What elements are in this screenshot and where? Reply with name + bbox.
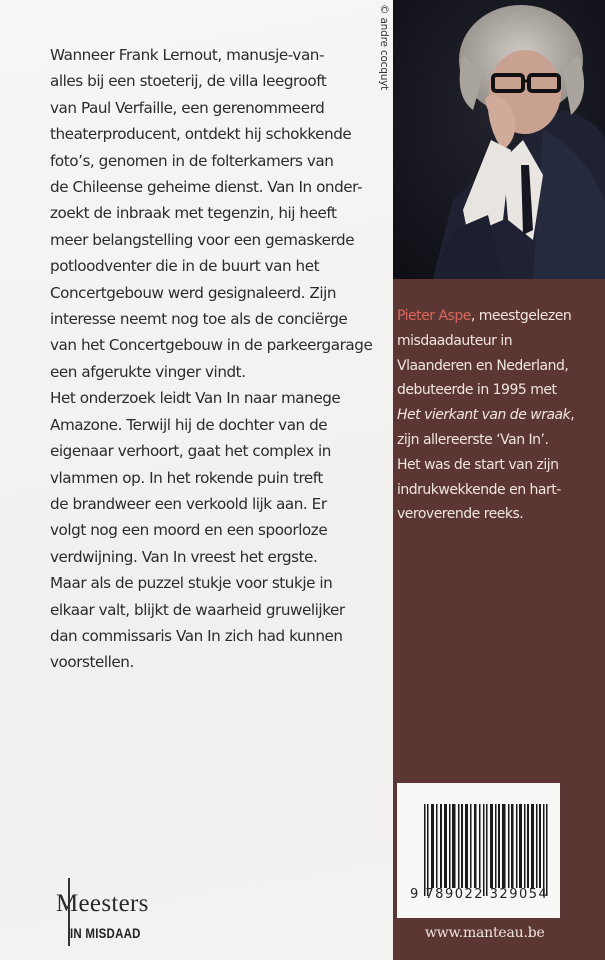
bio-line: misdaadauteur in: [397, 332, 513, 349]
bio-line: veroverende reeks.: [397, 506, 524, 523]
blurb-line: Wanneer Frank Lernout, manusje-van-: [50, 46, 325, 64]
blurb-line: volgt nog een moord en een spoorloze: [50, 521, 328, 540]
blurb-text: [50, 42, 373, 676]
blurb-line: interesse neemt nog toe als de conciërge: [50, 310, 348, 329]
blurb-line: de brandweer een verkoold lijk aan. Er: [50, 494, 327, 513]
bio-line: indrukwekkende en hart-: [397, 481, 561, 498]
blurb-line: potloodventer die in de buurt van het: [50, 257, 320, 276]
bio-text: , meestgelezen: [470, 308, 572, 324]
logo-title: Meesters: [56, 890, 149, 917]
blurb-line: Maar als de puzzel stukje voor stukje in: [50, 574, 333, 593]
author-name: Pieter Aspe: [397, 308, 471, 324]
blurb-paragraph-1: [50, 42, 373, 385]
bio-line: Het was de start van zijn: [397, 456, 559, 473]
book-title: Het vierkant van de wraak: [397, 407, 571, 424]
bio-line: debuteerde in 1995 met: [397, 382, 557, 399]
author-photo: [393, 0, 605, 279]
bio-text: ,: [570, 407, 575, 424]
publisher-url[interactable]: www.manteau.be: [425, 925, 545, 941]
blurb-line: theaterproducent, ontdekt hij schokkende: [50, 125, 352, 144]
bio-line: zijn allereerste ‘Van In’.: [397, 431, 549, 448]
bio-line: [397, 403, 603, 428]
isbn-barcode: [397, 783, 560, 918]
photo-credit: [377, 4, 391, 94]
blurb-line: meer belangstelling voor een gemaskerde: [50, 230, 355, 249]
blurb-line: eigenaar verhoort, gaat het complex in: [50, 442, 331, 461]
blurb-line: van Paul Verfaille, een gerenommeerd: [50, 98, 325, 117]
isbn-number: 9 789022 329054: [410, 887, 549, 902]
blurb-line: Het onderzoek leidt Van In naar manege: [50, 389, 341, 408]
blurb-line: Amazone. Terwijl hij de dochter van de: [50, 415, 328, 434]
blurb-line: zoekt de inbraak met tegenzin, hij heeft: [50, 204, 337, 223]
author-portrait-icon: [393, 0, 605, 279]
barcode-icon: [424, 804, 548, 896]
blurb-line: verdwijning. Van In vreest het ergste.: [50, 547, 318, 566]
photo-credit-text: © andre cocquyt: [378, 4, 390, 91]
blurb-line: de Chileense geheime dienst. Van In onder-: [50, 178, 363, 197]
blurb-line: voorstellen.: [50, 653, 134, 672]
blurb-line: alles bij een stoeterij, de villa leegrooft: [50, 72, 327, 91]
series-logo: [50, 870, 180, 950]
bio-line: Vlaanderen en Nederland,: [397, 357, 569, 374]
bio-line: [397, 304, 603, 329]
logo-subtitle: IN MISDAAD: [70, 925, 141, 941]
blurb-line: een afgerukte vinger vindt.: [50, 362, 246, 381]
blurb-line: Concertgebouw werd gesignaleerd. Zijn: [50, 283, 337, 302]
blurb-line: foto’s, genomen in de folterkamers van: [50, 151, 334, 170]
blurb-line: vlammen op. In het rokende puin treft: [50, 468, 323, 487]
blurb-line: elkaar valt, blijkt de waarheid gruwelijker: [50, 600, 345, 619]
blurb-paragraph-2: [50, 385, 370, 675]
blurb-line: van het Concertgebouw in de parkeergarage: [50, 336, 373, 355]
author-bio: [397, 304, 603, 527]
blurb-line: dan commissaris Van In zich had kunnen: [50, 626, 343, 645]
